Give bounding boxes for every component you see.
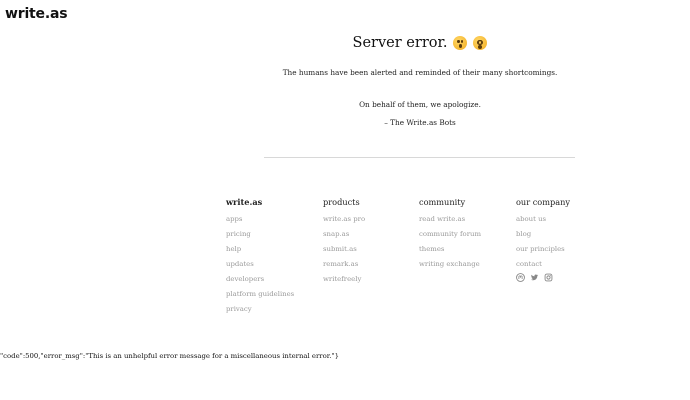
footer-heading-writeas: write.as (226, 197, 263, 207)
footer-link-writefreely[interactable]: writefreely (323, 275, 362, 283)
footer-link-apps[interactable]: apps (226, 215, 243, 223)
bots-signature: – The Write.as Bots (384, 118, 456, 127)
footer-link-blog[interactable]: blog (516, 230, 532, 238)
instagram-icon[interactable] (544, 273, 553, 282)
footer-link-updates[interactable]: updates (226, 260, 254, 268)
footer-link-read-writeas[interactable]: read write.as (419, 215, 466, 223)
error-title-text: Server error. (352, 35, 448, 51)
footer-link-contact[interactable]: contact (516, 260, 542, 268)
footer-heading-company: our company (516, 197, 571, 207)
error-heading (265, 35, 575, 51)
footer-link-writing-exchange[interactable]: writing exchange (419, 260, 480, 268)
footer-link-help[interactable]: help (226, 245, 242, 253)
apology-message: On behalf of them, we apologize. (359, 100, 481, 109)
footer-link-writeas-pro[interactable]: write.as pro (323, 215, 366, 223)
footer-link-snapas[interactable]: snap.as (323, 230, 350, 238)
astonished-face-icon (453, 36, 467, 50)
raw-error-output: "code":500,"error_msg":"This is an unhelpful error message for a miscellaneous internal error."} (0, 352, 340, 360)
error-message: The humans have been alerted and reminded of their many shortcomings. (282, 68, 558, 77)
footer-link-privacy[interactable]: privacy (226, 305, 252, 313)
footer-link-community-forum[interactable]: community forum (419, 230, 481, 238)
divider (264, 157, 575, 158)
footer-heading-products: products (323, 197, 360, 207)
footer-link-platform-guidelines[interactable]: platform guidelines (226, 290, 295, 298)
footer-column-community (419, 197, 509, 275)
footer-link-developers[interactable]: developers (226, 275, 265, 283)
footer-link-themes[interactable]: themes (419, 245, 445, 253)
footer-column-writeas (226, 197, 316, 320)
footer-link-about-us[interactable]: about us (516, 215, 547, 223)
footer-link-our-principles[interactable]: our principles (516, 245, 565, 253)
footer-column-company (516, 197, 606, 282)
mastodon-icon[interactable] (516, 273, 525, 282)
footer-link-remarkas[interactable]: remark.as (323, 260, 359, 268)
twitter-icon[interactable] (530, 273, 539, 282)
social-links (516, 273, 606, 282)
footer-column-products (323, 197, 413, 290)
dizzy-face-icon (473, 36, 487, 50)
footer-heading-community: community (419, 197, 466, 207)
footer-link-pricing[interactable]: pricing (226, 230, 251, 238)
site-logo[interactable]: write.as (5, 6, 68, 22)
footer-link-submitas[interactable]: submit.as (323, 245, 357, 253)
